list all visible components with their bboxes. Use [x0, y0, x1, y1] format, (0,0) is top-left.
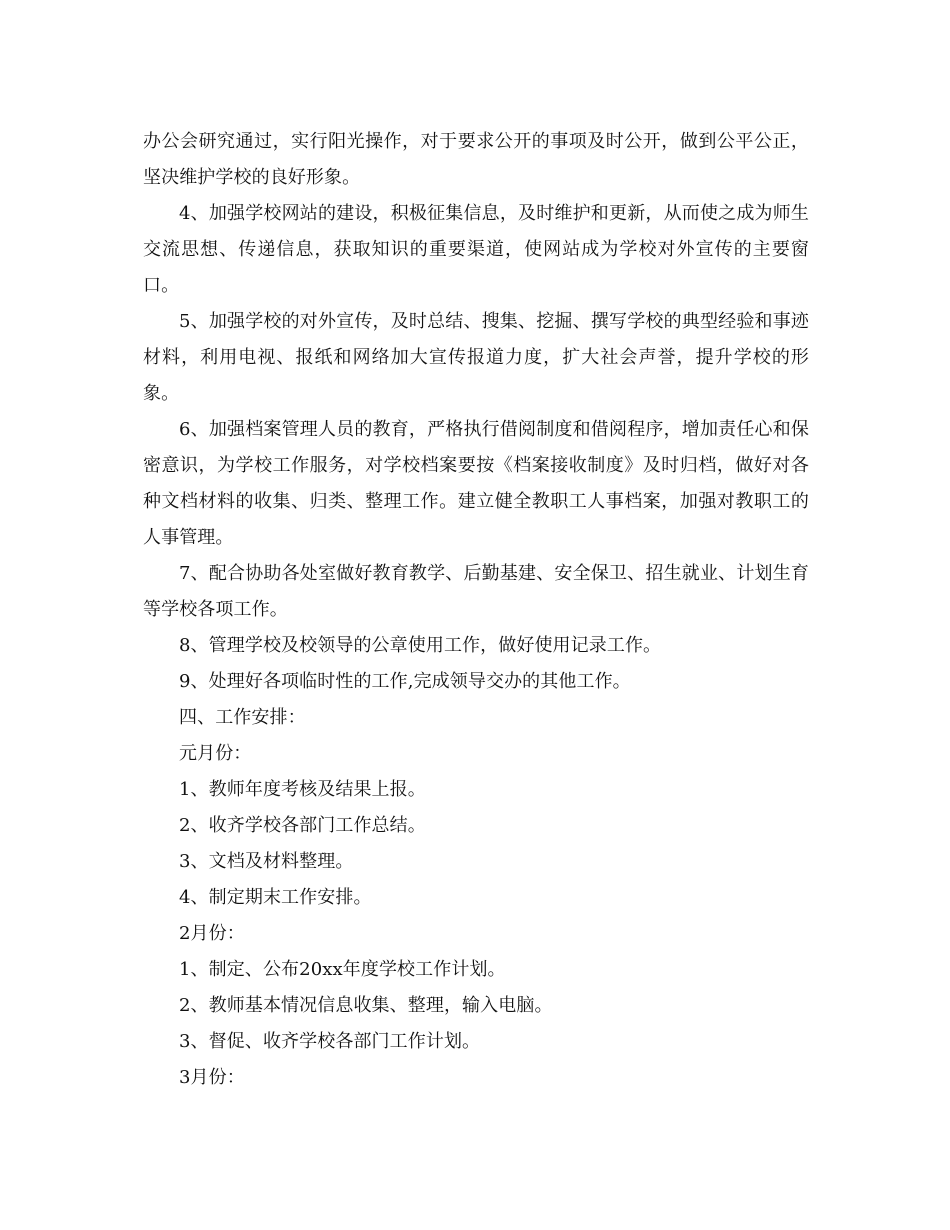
- paragraph: 2、教师基本情况信息收集、整理，输入电脑。: [179, 995, 553, 1016]
- paragraph: 8、管理学校及校领导的公章使用工作，做好使用记录工作。: [179, 635, 662, 656]
- paragraph: 4、制定期末工作安排。: [179, 887, 372, 908]
- paragraph: 5、加强学校的对外宣传，及时总结、搜集、挖掘、撰写学校的典型经验和事迹材料，利用电视、报纸和网络加大宣传报道力度，扩大社会声誉，提升学校的形象。: [143, 311, 809, 404]
- document-body: [143, 124, 809, 1096]
- paragraph: 3、文档及材料整理。: [179, 851, 354, 872]
- paragraph: 办公会研究通过，实行阳光操作，对于要求公开的事项及时公开，做到公平公正，坚决维护学校的良好形象。: [143, 131, 809, 188]
- paragraph: 7、配合协助各处室做好教育教学、后勤基建、安全保卫、招生就业、计划生育等学校各项工作。: [143, 563, 809, 620]
- paragraph: 2、收齐学校各部门工作总结。: [179, 815, 426, 836]
- paragraph: 6、加强档案管理人员的教育，严格执行借阅制度和借阅程序，增加责任心和保密意识，为学校工作服务，对学校档案要按《档案接收制度》及时归档，做好对各种文档材料的收集、归类、整理工作。建立健全教职工人事档案，加强对教职工的人事管理。: [143, 419, 809, 548]
- paragraph: 4、加强学校网站的建设，积极征集信息，及时维护和更新，从而使之成为师生交流思想、传递信息，获取知识的重要渠道，使网站成为学校对外宣传的主要窗口。: [143, 203, 809, 296]
- paragraph: 1、教师年度考核及结果上报。: [179, 779, 426, 800]
- paragraph: 2月份：: [179, 923, 245, 944]
- paragraph: 9、处理好各项临时性的工作,完成领导交办的其他工作。: [179, 671, 631, 692]
- paragraph: 3、督促、收齐学校各部门工作计划。: [179, 1031, 481, 1052]
- paragraph: 3月份：: [179, 1067, 245, 1088]
- paragraph: 元月份：: [179, 743, 252, 764]
- paragraph: 1、制定、公布20xx年度学校工作计划。: [179, 959, 506, 980]
- paragraph: 四、工作安排：: [179, 707, 306, 728]
